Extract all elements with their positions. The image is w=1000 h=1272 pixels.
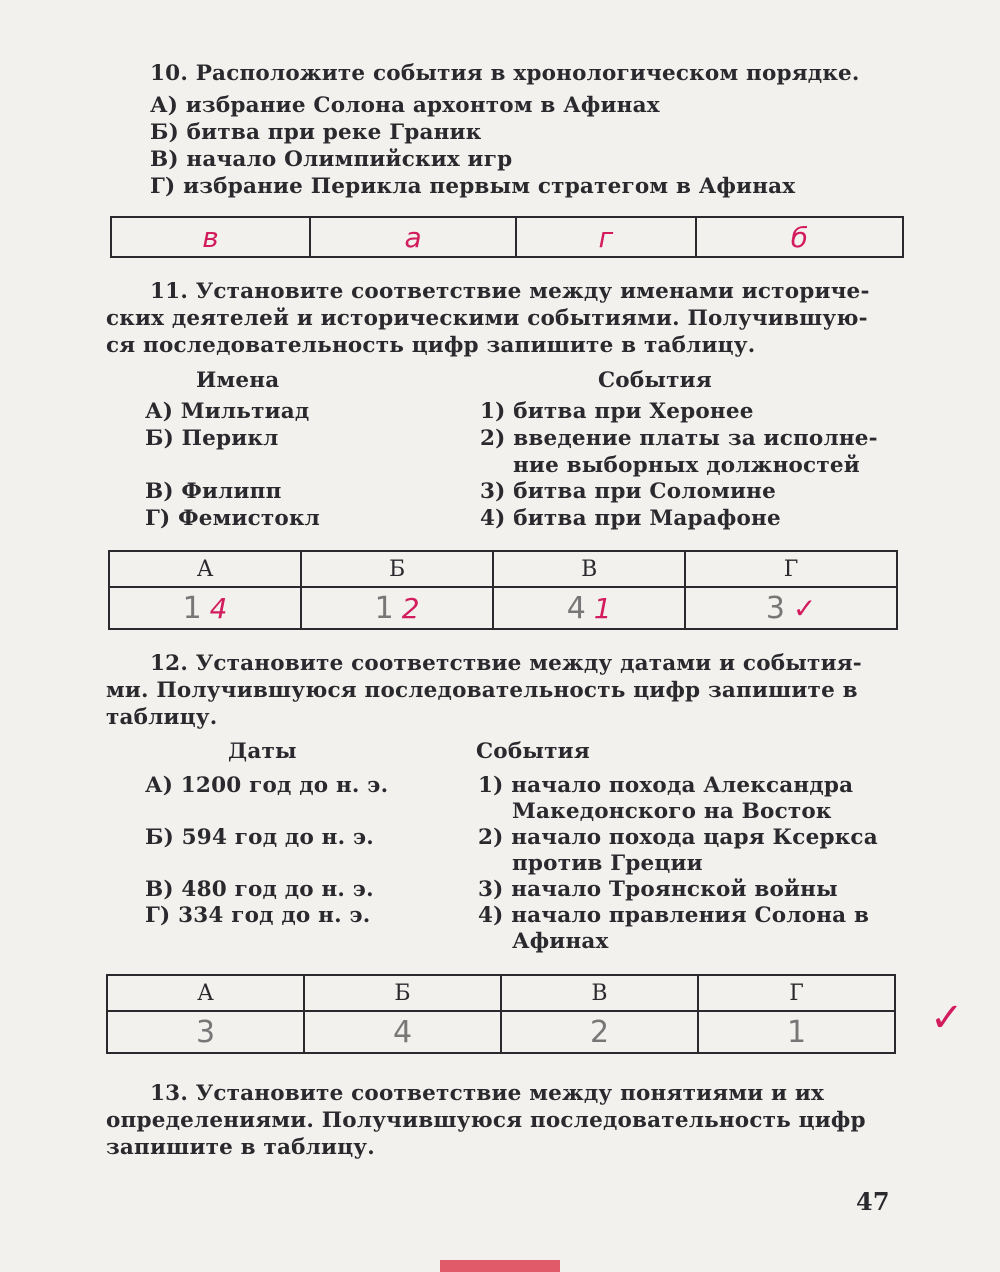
q13-title: запишите в таблицу. xyxy=(106,1135,375,1160)
pencil-answer: 1 xyxy=(182,590,202,626)
answer-cell[interactable]: б xyxy=(696,217,903,257)
col-header: Б xyxy=(301,551,493,587)
date-item: Г) 334 год до н. э. xyxy=(145,903,371,928)
col-header: Б xyxy=(304,975,501,1011)
name-item: В) Филипп xyxy=(145,479,282,504)
date-item: Б) 594 год до н. э. xyxy=(145,825,374,850)
answer-cell[interactable] xyxy=(109,587,301,629)
col-header: В xyxy=(493,551,685,587)
check-mark-icon: ✓ xyxy=(792,591,817,625)
event-item: 3) начало Троянской войны xyxy=(478,877,838,902)
name-item: Г) Фемистокл xyxy=(145,506,321,531)
q11-col-events: События xyxy=(598,368,712,393)
red-correction: 2 xyxy=(401,591,420,625)
q11-title: ских деятелей и историческими событиями. Получившую- xyxy=(106,306,868,331)
q13-title: 13. Установите соответствие между понятиями и их xyxy=(150,1081,825,1106)
col-header: В xyxy=(501,975,698,1011)
q11-title: 11. Установите соответствие между именами историче- xyxy=(150,279,870,304)
event-item: 1) начало похода Александра xyxy=(478,773,854,798)
event-item: ние выборных должностей xyxy=(513,453,860,478)
event-item: 4) начало правления Солона в xyxy=(478,903,870,928)
q10-item: Б) битва при реке Граник xyxy=(150,120,482,145)
event-item: 2) введение платы за исполне- xyxy=(480,426,878,451)
page-number: 47 xyxy=(856,1187,890,1216)
q10-item: Г) избрание Перикла первым стратегом в Афинах xyxy=(150,174,796,199)
q10-item: В) начало Олимпийских игр xyxy=(150,147,513,172)
q12-title: 12. Установите соответствие между датами и события- xyxy=(150,651,862,676)
answer-cell[interactable]: 4 xyxy=(304,1011,501,1053)
event-item: Афинах xyxy=(512,929,609,954)
check-mark-icon: ✓ xyxy=(930,995,964,1041)
col-header: Г xyxy=(685,551,897,587)
pencil-answer: 4 xyxy=(566,590,586,626)
q12-answer-table xyxy=(106,974,896,1054)
answer-cell[interactable]: в xyxy=(111,217,310,257)
name-item: А) Мильтиад xyxy=(145,399,310,424)
answer-cell[interactable]: а xyxy=(310,217,516,257)
name-item: Б) Перикл xyxy=(145,426,279,451)
answer-cell[interactable]: г xyxy=(516,217,696,257)
event-item: 2) начало похода царя Ксеркса xyxy=(478,825,878,850)
col-header: Г xyxy=(698,975,895,1011)
q12-title: таблицу. xyxy=(106,705,218,730)
q12-title: ми. Получившуюся последовательность цифр запишите в xyxy=(106,678,858,703)
answer-cell[interactable] xyxy=(301,587,493,629)
page-edge-strip xyxy=(440,1260,560,1272)
answer-cell[interactable]: 1 xyxy=(698,1011,895,1053)
q11-col-names: Имена xyxy=(196,368,280,393)
date-item: В) 480 год до н. э. xyxy=(145,877,374,902)
q12-col-events: События xyxy=(476,739,590,764)
event-item: Македонского на Восток xyxy=(512,799,832,824)
red-correction: 4 xyxy=(209,591,228,625)
answer-cell[interactable]: 2 xyxy=(501,1011,698,1053)
event-item: 3) битва при Соломине xyxy=(480,479,776,504)
answer-cell[interactable]: 3 xyxy=(107,1011,304,1053)
q10-answer-table xyxy=(110,216,904,258)
q11-answer-table xyxy=(108,550,898,630)
answer-cell[interactable] xyxy=(493,587,685,629)
q13-title: определениями. Получившуюся последовательность цифр xyxy=(106,1108,866,1133)
q12-col-dates: Даты xyxy=(228,739,297,764)
col-header: А xyxy=(109,551,301,587)
q10-title: 10. Расположите события в хронологическом порядке. xyxy=(150,61,860,86)
date-item: А) 1200 год до н. э. xyxy=(145,773,389,798)
pencil-answer: 3 xyxy=(765,590,785,626)
event-item: против Греции xyxy=(512,851,703,876)
q11-title: ся последовательность цифр запишите в таблицу. xyxy=(106,333,756,358)
pencil-answer: 1 xyxy=(374,590,394,626)
answer-cell[interactable] xyxy=(685,587,897,629)
event-item: 1) битва при Херонее xyxy=(480,399,754,424)
red-correction: 1 xyxy=(593,591,612,625)
q10-item: А) избрание Солона архонтом в Афинах xyxy=(150,93,660,118)
col-header: А xyxy=(107,975,304,1011)
event-item: 4) битва при Марафоне xyxy=(480,506,781,531)
